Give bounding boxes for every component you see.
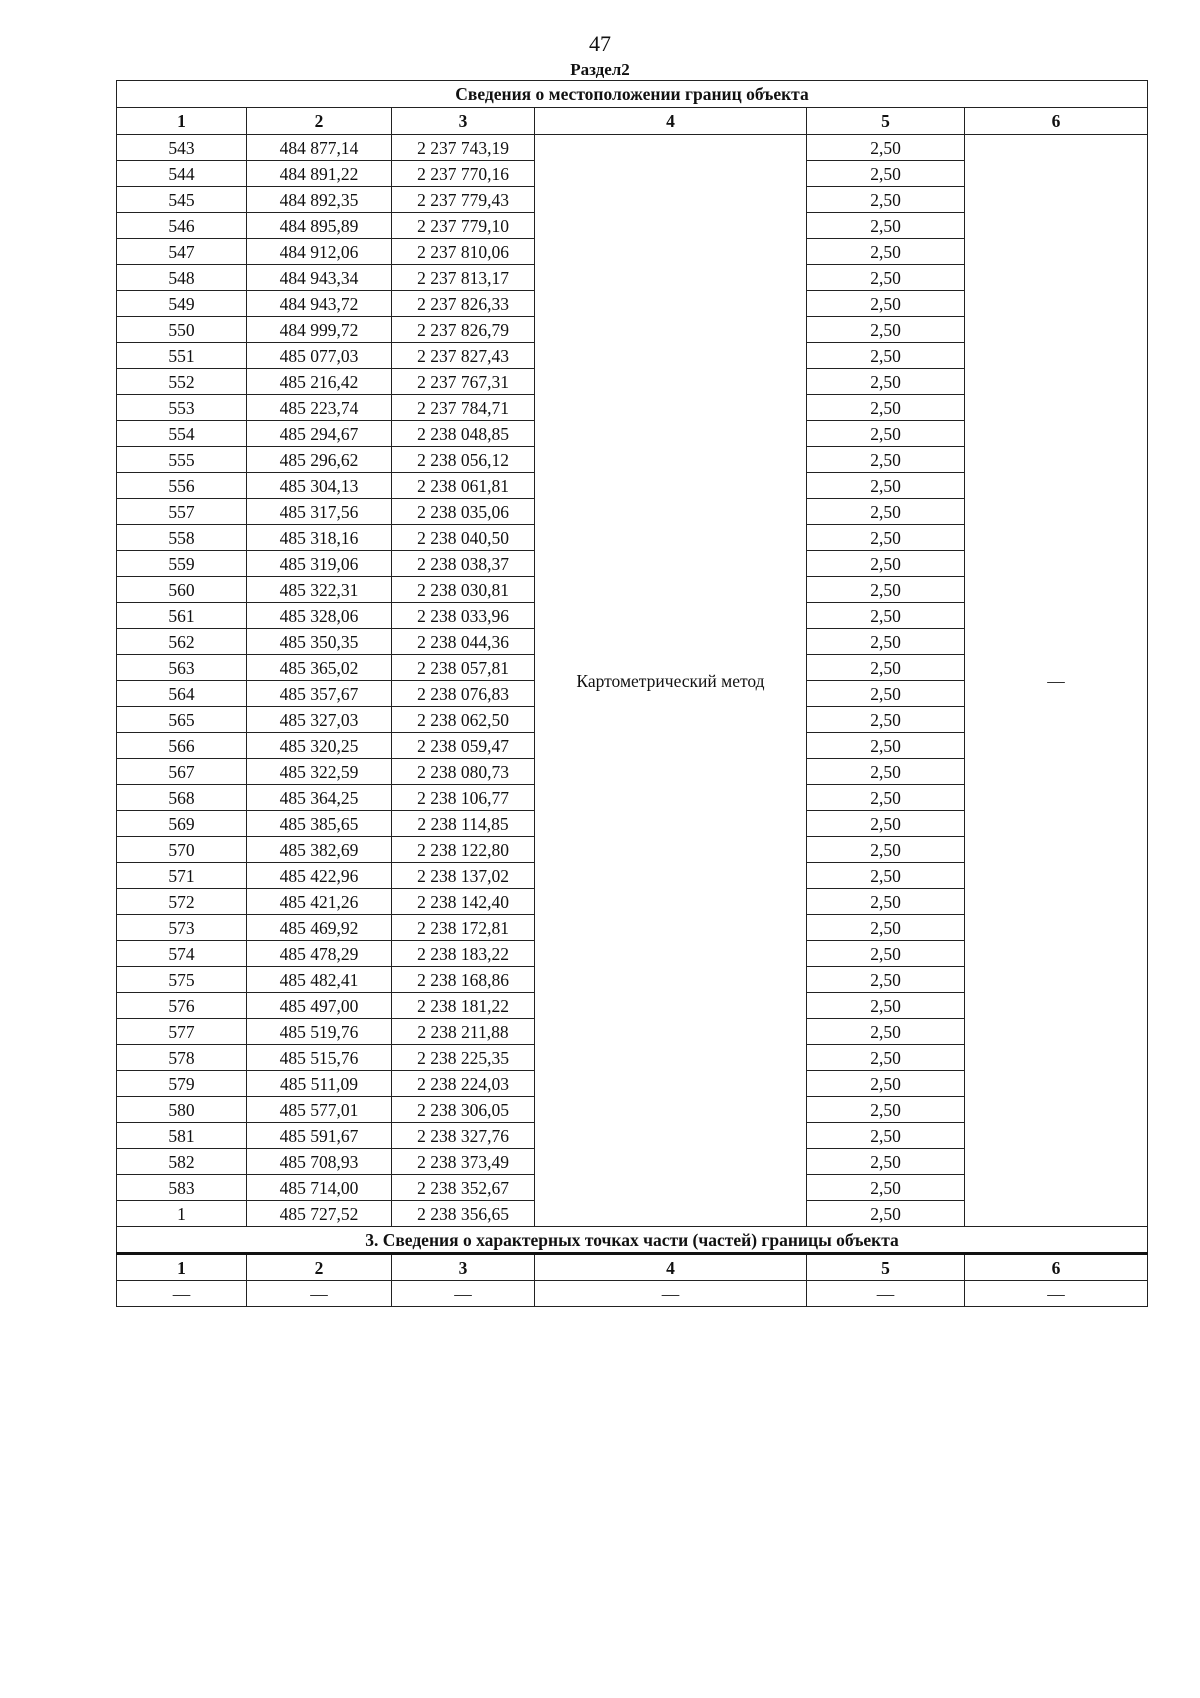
precision-cell: 2,50: [807, 1175, 965, 1201]
x-coordinate-cell: 485 577,01: [247, 1097, 392, 1123]
x-coordinate-cell: 485 327,03: [247, 707, 392, 733]
precision-cell: 2,50: [807, 603, 965, 629]
precision-cell: 2,50: [807, 447, 965, 473]
precision-cell: 2,50: [807, 317, 965, 343]
table-title: Сведения о местоположении границ объекта: [117, 81, 1148, 108]
y-coordinate-cell: 2 238 224,03: [392, 1071, 535, 1097]
point-number-cell: 575: [117, 967, 247, 993]
x-coordinate-cell: 484 891,22: [247, 161, 392, 187]
x-coordinate-cell: 485 519,76: [247, 1019, 392, 1045]
x-coordinate-cell: 485 317,56: [247, 499, 392, 525]
y-coordinate-cell: 2 237 826,33: [392, 291, 535, 317]
precision-cell: 2,50: [807, 473, 965, 499]
x-coordinate-cell: 485 382,69: [247, 837, 392, 863]
y-coordinate-cell: 2 238 142,40: [392, 889, 535, 915]
y-coordinate-cell: 2 237 779,10: [392, 213, 535, 239]
point-number-cell: 566: [117, 733, 247, 759]
x-coordinate-cell: 485 320,25: [247, 733, 392, 759]
precision-cell: 2,50: [807, 213, 965, 239]
method-cell: Картометрический метод: [535, 135, 807, 1227]
point-number-cell: 573: [117, 915, 247, 941]
x-coordinate-cell: 484 912,06: [247, 239, 392, 265]
x-coordinate-cell: 485 318,16: [247, 525, 392, 551]
point-number-cell: 565: [117, 707, 247, 733]
section3-cell: —: [807, 1281, 965, 1307]
point-number-cell: 579: [117, 1071, 247, 1097]
precision-cell: 2,50: [807, 1201, 965, 1227]
precision-cell: 2,50: [807, 291, 965, 317]
x-coordinate-cell: 485 478,29: [247, 941, 392, 967]
precision-cell: 2,50: [807, 577, 965, 603]
boundary-table: [116, 80, 1148, 1307]
x-coordinate-cell: 485 322,59: [247, 759, 392, 785]
y-coordinate-cell: 2 237 827,43: [392, 343, 535, 369]
x-coordinate-cell: 484 877,14: [247, 135, 392, 161]
description-cell: —: [965, 135, 1148, 1227]
point-number-cell: 546: [117, 213, 247, 239]
boundary-table-body: [117, 81, 1148, 1307]
point-number-cell: 559: [117, 551, 247, 577]
y-coordinate-cell: 2 238 057,81: [392, 655, 535, 681]
precision-cell: 2,50: [807, 525, 965, 551]
point-number-cell: 549: [117, 291, 247, 317]
precision-cell: 2,50: [807, 837, 965, 863]
y-coordinate-cell: 2 238 225,35: [392, 1045, 535, 1071]
y-coordinate-cell: 2 237 767,31: [392, 369, 535, 395]
point-number-cell: 562: [117, 629, 247, 655]
y-coordinate-cell: 2 238 122,80: [392, 837, 535, 863]
y-coordinate-cell: 2 238 044,36: [392, 629, 535, 655]
point-number-cell: 561: [117, 603, 247, 629]
page-number: 47: [589, 31, 611, 56]
precision-cell: 2,50: [807, 395, 965, 421]
section3-column-header: 1: [117, 1254, 247, 1281]
x-coordinate-cell: 485 421,26: [247, 889, 392, 915]
section3-cell: —: [965, 1281, 1148, 1307]
y-coordinate-cell: 2 238 327,76: [392, 1123, 535, 1149]
y-coordinate-cell: 2 238 183,22: [392, 941, 535, 967]
y-coordinate-cell: 2 238 106,77: [392, 785, 535, 811]
x-coordinate-cell: 485 469,92: [247, 915, 392, 941]
precision-cell: 2,50: [807, 1071, 965, 1097]
y-coordinate-cell: 2 237 743,19: [392, 135, 535, 161]
column-header: 6: [965, 108, 1148, 135]
y-coordinate-cell: 2 238 056,12: [392, 447, 535, 473]
y-coordinate-cell: 2 238 211,88: [392, 1019, 535, 1045]
x-coordinate-cell: 485 357,67: [247, 681, 392, 707]
point-number-cell: 558: [117, 525, 247, 551]
precision-cell: 2,50: [807, 889, 965, 915]
section-label: Раздел2: [570, 60, 630, 79]
column-header: 2: [247, 108, 392, 135]
point-number-cell: 555: [117, 447, 247, 473]
x-coordinate-cell: 485 364,25: [247, 785, 392, 811]
y-coordinate-cell: 2 237 779,43: [392, 187, 535, 213]
precision-cell: 2,50: [807, 265, 965, 291]
x-coordinate-cell: 485 216,42: [247, 369, 392, 395]
section3-column-header: 2: [247, 1254, 392, 1281]
y-coordinate-cell: 2 238 040,50: [392, 525, 535, 551]
precision-cell: 2,50: [807, 239, 965, 265]
point-number-cell: 569: [117, 811, 247, 837]
section3-column-header: 5: [807, 1254, 965, 1281]
precision-cell: 2,50: [807, 499, 965, 525]
precision-cell: 2,50: [807, 1097, 965, 1123]
point-number-cell: 563: [117, 655, 247, 681]
section3-column-header: 3: [392, 1254, 535, 1281]
x-coordinate-cell: 485 591,67: [247, 1123, 392, 1149]
point-number-cell: 556: [117, 473, 247, 499]
precision-cell: 2,50: [807, 733, 965, 759]
precision-cell: 2,50: [807, 655, 965, 681]
column-header: 4: [535, 108, 807, 135]
precision-cell: 2,50: [807, 135, 965, 161]
section3-title: 3. Сведения о характерных точках части (частей) границы объекта: [117, 1227, 1148, 1254]
section3-row: [117, 1281, 1148, 1307]
point-number-cell: 543: [117, 135, 247, 161]
precision-cell: 2,50: [807, 759, 965, 785]
x-coordinate-cell: 485 708,93: [247, 1149, 392, 1175]
point-number-cell: 571: [117, 863, 247, 889]
precision-cell: 2,50: [807, 369, 965, 395]
x-coordinate-cell: 485 319,06: [247, 551, 392, 577]
column-header: 1: [117, 108, 247, 135]
section3-cell: —: [535, 1281, 807, 1307]
precision-cell: 2,50: [807, 811, 965, 837]
y-coordinate-cell: 2 238 168,86: [392, 967, 535, 993]
x-coordinate-cell: 485 714,00: [247, 1175, 392, 1201]
point-number-cell: 570: [117, 837, 247, 863]
point-number-cell: 554: [117, 421, 247, 447]
section3-column-header: 6: [965, 1254, 1148, 1281]
section3-title-row: [117, 1227, 1148, 1254]
x-coordinate-cell: 485 223,74: [247, 395, 392, 421]
x-coordinate-cell: 485 304,13: [247, 473, 392, 499]
x-coordinate-cell: 485 350,35: [247, 629, 392, 655]
x-coordinate-cell: 484 895,89: [247, 213, 392, 239]
x-coordinate-cell: 485 077,03: [247, 343, 392, 369]
x-coordinate-cell: 485 422,96: [247, 863, 392, 889]
precision-cell: 2,50: [807, 681, 965, 707]
precision-cell: 2,50: [807, 863, 965, 889]
y-coordinate-cell: 2 238 373,49: [392, 1149, 535, 1175]
x-coordinate-cell: 485 328,06: [247, 603, 392, 629]
x-coordinate-cell: 484 943,34: [247, 265, 392, 291]
y-coordinate-cell: 2 238 035,06: [392, 499, 535, 525]
y-coordinate-cell: 2 238 062,50: [392, 707, 535, 733]
section3-header-row: [117, 1254, 1148, 1281]
precision-cell: 2,50: [807, 993, 965, 1019]
y-coordinate-cell: 2 238 306,05: [392, 1097, 535, 1123]
column-header: 3: [392, 108, 535, 135]
x-coordinate-cell: 485 322,31: [247, 577, 392, 603]
y-coordinate-cell: 2 238 038,37: [392, 551, 535, 577]
y-coordinate-cell: 2 237 784,71: [392, 395, 535, 421]
point-number-cell: 568: [117, 785, 247, 811]
precision-cell: 2,50: [807, 161, 965, 187]
x-coordinate-cell: 485 294,67: [247, 421, 392, 447]
x-coordinate-cell: 485 511,09: [247, 1071, 392, 1097]
y-coordinate-cell: 2 238 114,85: [392, 811, 535, 837]
point-number-cell: 550: [117, 317, 247, 343]
point-number-cell: 576: [117, 993, 247, 1019]
point-number-cell: 548: [117, 265, 247, 291]
column-header-row: [117, 108, 1148, 135]
point-number-cell: 574: [117, 941, 247, 967]
point-number-cell: 580: [117, 1097, 247, 1123]
x-coordinate-cell: 484 999,72: [247, 317, 392, 343]
x-coordinate-cell: 485 515,76: [247, 1045, 392, 1071]
point-number-cell: 1: [117, 1201, 247, 1227]
precision-cell: 2,50: [807, 1019, 965, 1045]
point-number-cell: 560: [117, 577, 247, 603]
x-coordinate-cell: 484 943,72: [247, 291, 392, 317]
x-coordinate-cell: 485 497,00: [247, 993, 392, 1019]
point-number-cell: 547: [117, 239, 247, 265]
point-number-cell: 544: [117, 161, 247, 187]
y-coordinate-cell: 2 237 813,17: [392, 265, 535, 291]
section3-column-header: 4: [535, 1254, 807, 1281]
precision-cell: 2,50: [807, 707, 965, 733]
y-coordinate-cell: 2 238 172,81: [392, 915, 535, 941]
precision-cell: 2,50: [807, 967, 965, 993]
y-coordinate-cell: 2 238 048,85: [392, 421, 535, 447]
point-number-cell: 545: [117, 187, 247, 213]
x-coordinate-cell: 485 296,62: [247, 447, 392, 473]
y-coordinate-cell: 2 237 810,06: [392, 239, 535, 265]
point-number-cell: 572: [117, 889, 247, 915]
table-title-row: [117, 81, 1148, 108]
point-number-cell: 557: [117, 499, 247, 525]
precision-cell: 2,50: [807, 551, 965, 577]
y-coordinate-cell: 2 238 033,96: [392, 603, 535, 629]
y-coordinate-cell: 2 238 059,47: [392, 733, 535, 759]
x-coordinate-cell: 485 365,02: [247, 655, 392, 681]
precision-cell: 2,50: [807, 1045, 965, 1071]
y-coordinate-cell: 2 237 826,79: [392, 317, 535, 343]
point-number-cell: 552: [117, 369, 247, 395]
x-coordinate-cell: 485 482,41: [247, 967, 392, 993]
point-number-cell: 578: [117, 1045, 247, 1071]
section3-cell: —: [117, 1281, 247, 1307]
point-number-cell: 583: [117, 1175, 247, 1201]
precision-cell: 2,50: [807, 1123, 965, 1149]
precision-cell: 2,50: [807, 421, 965, 447]
point-number-cell: 564: [117, 681, 247, 707]
column-header: 5: [807, 108, 965, 135]
precision-cell: 2,50: [807, 941, 965, 967]
point-number-cell: 582: [117, 1149, 247, 1175]
x-coordinate-cell: 485 385,65: [247, 811, 392, 837]
x-coordinate-cell: 484 892,35: [247, 187, 392, 213]
precision-cell: 2,50: [807, 915, 965, 941]
y-coordinate-cell: 2 238 061,81: [392, 473, 535, 499]
section3-cell: —: [392, 1281, 535, 1307]
point-number-cell: 581: [117, 1123, 247, 1149]
point-number-cell: 577: [117, 1019, 247, 1045]
point-number-cell: 567: [117, 759, 247, 785]
y-coordinate-cell: 2 238 030,81: [392, 577, 535, 603]
precision-cell: 2,50: [807, 785, 965, 811]
table-row: [117, 135, 1148, 161]
y-coordinate-cell: 2 238 137,02: [392, 863, 535, 889]
point-number-cell: 551: [117, 343, 247, 369]
x-coordinate-cell: 485 727,52: [247, 1201, 392, 1227]
precision-cell: 2,50: [807, 1149, 965, 1175]
precision-cell: 2,50: [807, 343, 965, 369]
precision-cell: 2,50: [807, 629, 965, 655]
section3-cell: —: [247, 1281, 392, 1307]
y-coordinate-cell: 2 238 352,67: [392, 1175, 535, 1201]
y-coordinate-cell: 2 238 080,73: [392, 759, 535, 785]
y-coordinate-cell: 2 238 181,22: [392, 993, 535, 1019]
y-coordinate-cell: 2 237 770,16: [392, 161, 535, 187]
precision-cell: 2,50: [807, 187, 965, 213]
point-number-cell: 553: [117, 395, 247, 421]
y-coordinate-cell: 2 238 076,83: [392, 681, 535, 707]
y-coordinate-cell: 2 238 356,65: [392, 1201, 535, 1227]
